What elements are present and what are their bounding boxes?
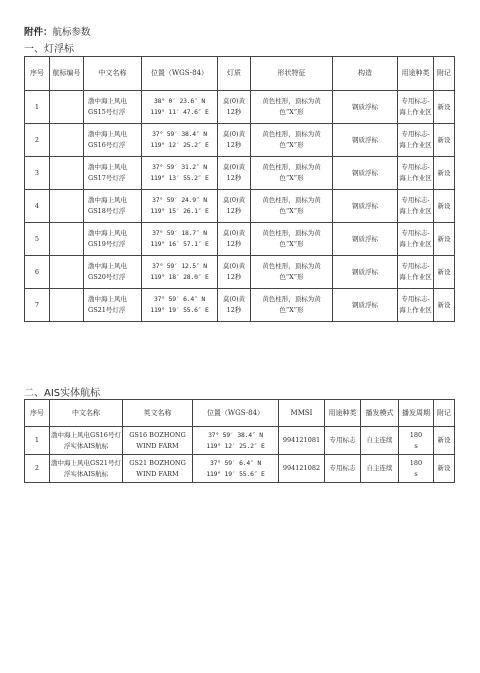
header-cell: 播发周期	[399, 400, 434, 427]
table-row	[25, 427, 455, 455]
cell-light: 莫(0)黄 12秒	[218, 190, 251, 223]
cell-use: 专用标志-海上作业区	[398, 223, 434, 256]
header-cell: 播发模式	[361, 400, 399, 427]
cell-light: 莫(0)黄 12秒	[218, 157, 251, 190]
table-row	[25, 91, 455, 124]
header-cell: 用途种类	[325, 400, 361, 427]
cell-period	[399, 427, 434, 455]
cell-construction: 钢质浮标	[333, 190, 398, 223]
period-value: 180	[409, 430, 423, 439]
cell-mmsi: 994121081	[279, 427, 325, 455]
cell-code	[50, 289, 84, 322]
cell-note: 新设	[434, 190, 455, 223]
longitude: 119° 13′ 55.2″ E	[150, 174, 209, 182]
cell-use: 专用标志-海上作业区	[398, 256, 434, 289]
latitude: 37° 59′ 38.4″ N	[152, 130, 207, 138]
latitude: 37° 59′ 6.4″ N	[153, 295, 206, 303]
cell-code	[50, 124, 84, 157]
cell-no: 2	[25, 124, 50, 157]
header-cell: 航标编号	[50, 57, 84, 91]
cell-position	[142, 256, 218, 289]
header-cell: 中文名称	[50, 400, 123, 427]
cell-no: 1	[25, 91, 50, 124]
cell-light: 莫(0)黄 12秒	[218, 91, 251, 124]
cell-mode: 自主连续	[361, 427, 399, 455]
cell-use: 专用标志-海上作业区	[398, 91, 434, 124]
latitude: 38° 0′ 23.6″ N	[153, 97, 206, 105]
header-cell: 序号	[25, 57, 50, 91]
header-cell: 位置（WGS-84）	[142, 57, 218, 91]
cell-construction: 钢质浮标	[333, 124, 398, 157]
period-unit: s	[414, 469, 418, 478]
latitude: 37° 59′ 38.4″ N	[208, 430, 263, 439]
cell-note: 新设	[434, 289, 455, 322]
cell-light: 莫(0)黄 12秒	[218, 223, 251, 256]
longitude: 119° 16′ 57.1″ E	[150, 240, 209, 248]
cell-shape: 黄色柱形，顶标为黄色“X”形	[251, 157, 333, 190]
cell-name: 渤中海上风电GS17号灯浮	[84, 157, 142, 190]
header-cell: 中文名称	[84, 57, 142, 91]
cell-note: 新设	[434, 455, 455, 483]
cell-use: 专用标志	[325, 427, 361, 455]
cell-note: 新设	[434, 223, 455, 256]
cell-mmsi: 994121082	[279, 455, 325, 483]
period-unit: s	[414, 441, 418, 450]
cell-name: 渤中海上风电GS18号灯浮	[84, 190, 142, 223]
cell-position	[142, 223, 218, 256]
cell-construction: 钢质浮标	[333, 289, 398, 322]
longitude: 119° 11′ 47.6″ E	[150, 108, 209, 116]
cell-no: 6	[25, 256, 50, 289]
header-cell: 用途种类	[398, 57, 434, 91]
latitude: 37° 59′ 31.2″ N	[152, 163, 207, 171]
cell-period	[399, 455, 434, 483]
cell-position	[193, 455, 279, 483]
table-row	[25, 256, 455, 289]
cell-position	[142, 91, 218, 124]
cell-use: 专用标志-海上作业区	[398, 190, 434, 223]
cell-note: 新设	[434, 256, 455, 289]
cell-light: 莫(0)黄 12秒	[218, 124, 251, 157]
longitude: 119° 19′ 55.6″ E	[150, 306, 209, 314]
longitude: 119° 12′ 25.2″ E	[206, 441, 265, 450]
cell-code	[50, 223, 84, 256]
cell-code	[50, 190, 84, 223]
cell-note: 新设	[434, 91, 455, 124]
table-row	[25, 223, 455, 256]
cell-name: 渤中海上风电GS21号灯浮实体AIS航标	[50, 455, 123, 483]
cell-name: 渤中海上风电GS19号灯浮	[84, 223, 142, 256]
longitude: 119° 12′ 25.2″ E	[150, 141, 209, 149]
cell-note: 新设	[434, 124, 455, 157]
longitude: 119° 15′ 26.1″ E	[150, 207, 209, 215]
header-cell: 构造	[333, 57, 398, 91]
header-cell: 附记	[434, 400, 455, 427]
period-value: 180	[409, 458, 423, 467]
header-cell: 英文名称	[123, 400, 193, 427]
section-heading-ais: 二、AIS实体航标	[24, 388, 101, 399]
english-name-line: GS21 BOZHONG	[129, 458, 186, 467]
english-name-line: WIND FARM	[136, 469, 179, 478]
header-cell: 附记	[434, 57, 455, 91]
table-row	[25, 455, 455, 483]
cell-no: 4	[25, 190, 50, 223]
cell-position	[142, 157, 218, 190]
cell-shape: 黄色柱形，顶标为黄色“X”形	[251, 223, 333, 256]
document-title	[24, 24, 91, 38]
cell-construction: 钢质浮标	[333, 91, 398, 124]
longitude: 119° 19′ 55.6″ E	[206, 469, 265, 478]
cell-shape: 黄色柱形，顶标为黄色“X”形	[251, 124, 333, 157]
title-text: 航标参数	[52, 27, 91, 38]
table-row	[25, 289, 455, 322]
table-header-row	[25, 400, 455, 427]
cell-shape: 黄色柱形，顶标为黄色“X”形	[251, 289, 333, 322]
title-prefix: 附件：	[24, 27, 53, 38]
header-cell: 灯质	[218, 57, 251, 91]
header-cell: 序号	[25, 400, 50, 427]
cell-position	[142, 124, 218, 157]
cell-code	[50, 157, 84, 190]
cell-code	[50, 256, 84, 289]
cell-use: 专用标志-海上作业区	[398, 289, 434, 322]
cell-position	[142, 289, 218, 322]
cell-no: 1	[25, 427, 50, 455]
longitude: 119° 18′ 28.0″ E	[150, 273, 209, 281]
cell-construction: 钢质浮标	[333, 256, 398, 289]
table-row	[25, 190, 455, 223]
latitude: 37° 59′ 18.7″ N	[152, 229, 207, 237]
cell-shape: 黄色柱形，顶标为黄色“X”形	[251, 256, 333, 289]
table-row	[25, 124, 455, 157]
cell-shape: 黄色柱形，顶标为黄色“X”形	[251, 190, 333, 223]
cell-mode: 自主连续	[361, 455, 399, 483]
cell-no: 7	[25, 289, 50, 322]
english-name-line: WIND FARM	[136, 441, 179, 450]
english-name-line: GS16 BOZHONG	[129, 430, 186, 439]
cell-shape: 黄色柱形，顶标为黄色“X”形	[251, 91, 333, 124]
ais-aton-table	[24, 399, 455, 483]
cell-no: 3	[25, 157, 50, 190]
cell-name: 渤中海上风电GS16号灯浮实体AIS航标	[50, 427, 123, 455]
cell-position	[193, 427, 279, 455]
cell-construction: 钢质浮标	[333, 223, 398, 256]
header-cell: 位置（WGS-84）	[193, 400, 279, 427]
cell-use: 专用标志-海上作业区	[398, 124, 434, 157]
light-buoy-table	[24, 56, 455, 322]
cell-english-name	[123, 455, 193, 483]
cell-light: 莫(0)黄 12秒	[218, 289, 251, 322]
cell-code	[50, 91, 84, 124]
cell-note: 新设	[434, 157, 455, 190]
cell-position	[142, 190, 218, 223]
cell-name: 渤中海上风电GS20号灯浮	[84, 256, 142, 289]
cell-name: 渤中海上风电GS21号灯浮	[84, 289, 142, 322]
table-row	[25, 157, 455, 190]
latitude: 37° 59′ 12.5″ N	[152, 262, 207, 270]
cell-use: 专用标志-海上作业区	[398, 157, 434, 190]
cell-name: 渤中海上风电GS16号灯浮	[84, 124, 142, 157]
latitude: 37° 59′ 6.4″ N	[209, 458, 262, 467]
cell-name: 渤中海上风电GS15号灯浮	[84, 91, 142, 124]
cell-no: 2	[25, 455, 50, 483]
section-heading-light-buoys: 一、灯浮标	[24, 44, 74, 55]
latitude: 37° 59′ 24.9″ N	[152, 196, 207, 204]
cell-construction: 钢质浮标	[333, 157, 398, 190]
header-cell: 形状特征	[251, 57, 333, 91]
header-cell: MMSI	[279, 400, 325, 427]
cell-use: 专用标志	[325, 455, 361, 483]
cell-english-name	[123, 427, 193, 455]
cell-light: 莫(0)黄 12秒	[218, 256, 251, 289]
table-header-row	[25, 57, 455, 91]
cell-no: 5	[25, 223, 50, 256]
cell-note: 新设	[434, 427, 455, 455]
